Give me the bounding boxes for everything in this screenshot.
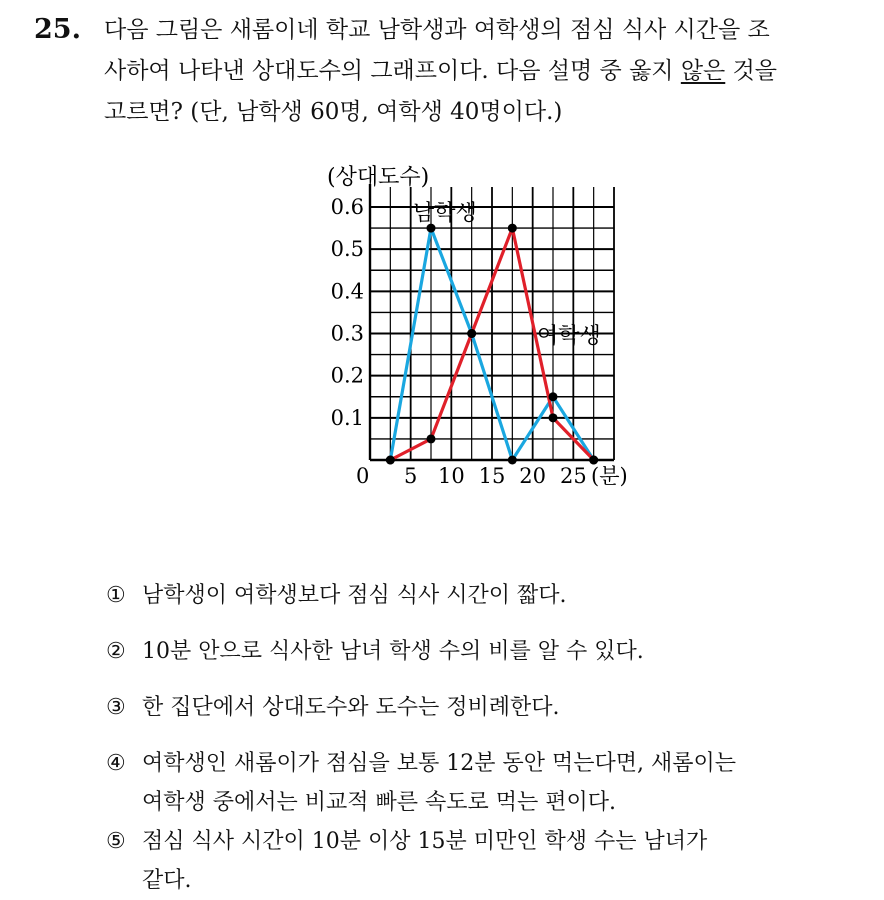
y-tick-label: 0.5 (330, 237, 364, 262)
option-number: ② (106, 639, 126, 664)
x-tick-label: 25 (559, 464, 587, 488)
x-ticks (404, 464, 587, 488)
option-3 (106, 688, 560, 727)
data-point-female (386, 456, 395, 465)
y-tick-label: 0.4 (330, 279, 364, 304)
question-number: 25. (34, 14, 81, 45)
stem-line-2-tail: 것을 (725, 58, 778, 84)
option-text: 10분 안으로 식사한 남녀 학생 수의 비를 알 수 있다. (142, 639, 644, 664)
data-point-male (549, 392, 558, 401)
data-point-male (508, 456, 517, 465)
option-text: 한 집단에서 상대도수와 도수는 정비례한다. (142, 695, 560, 720)
underlined-word: 않은 (680, 58, 726, 84)
option-number: ④ (106, 751, 126, 776)
data-point-female (589, 456, 598, 465)
y-ticks (331, 195, 364, 430)
stem-line-3: 고르면? (단, 남학생 60명, 여학생 40명이다.) (104, 99, 563, 125)
option-number: ③ (106, 695, 126, 720)
option-1 (106, 576, 567, 615)
y-tick-label: 0.1 (330, 405, 364, 430)
x-tick-label: 10 (437, 464, 465, 488)
option-number: ⑤ (106, 829, 126, 854)
option-text: 남학생이 여학생보다 점심 식사 시간이 짧다. (142, 583, 567, 608)
data-point-female (508, 224, 517, 233)
y-axis-label: (상대도수) (327, 165, 430, 190)
data-point-female (427, 434, 436, 443)
data-point-female (467, 329, 476, 338)
option-number: ① (106, 583, 126, 608)
x-tick-label: 15 (478, 464, 506, 488)
y-tick-label: 0.6 (330, 195, 364, 219)
option-text: 점심 식사 시간이 10분 이상 15분 미만인 학생 수는 남녀가 (142, 829, 708, 854)
y-tick-label: 0.3 (330, 321, 364, 346)
series-label-female: 여학생 (537, 324, 601, 349)
series-label-male: 남학생 (413, 201, 477, 226)
x-axis-label: (분) (591, 464, 628, 488)
origin-label: 0 (356, 464, 370, 488)
y-tick-label: 0.2 (330, 363, 364, 388)
option-text-continued: 같다. (142, 868, 192, 893)
chart-grid (370, 184, 614, 460)
option-text: 여학생인 새롬이가 점심을 보통 12분 동안 먹는다면, 새롬이는 (142, 751, 736, 776)
option-2 (106, 632, 644, 671)
option-text-continued: 여학생 중에서는 비교적 빠른 속도로 먹는 편이다. (142, 790, 616, 815)
data-point-female (549, 413, 558, 422)
option-4 (106, 744, 736, 822)
option-5 (106, 822, 707, 900)
x-tick-label: 5 (403, 464, 418, 488)
stem-line-2-text: 사하여 나타낸 상대도수의 그래프이다. 다음 설명 중 옳지 (104, 58, 681, 84)
x-tick-label: 20 (519, 464, 547, 488)
stem-line-1: 다음 그림은 새롬이네 학교 남학생과 여학생의 점심 식사 시간을 조 (104, 17, 770, 43)
